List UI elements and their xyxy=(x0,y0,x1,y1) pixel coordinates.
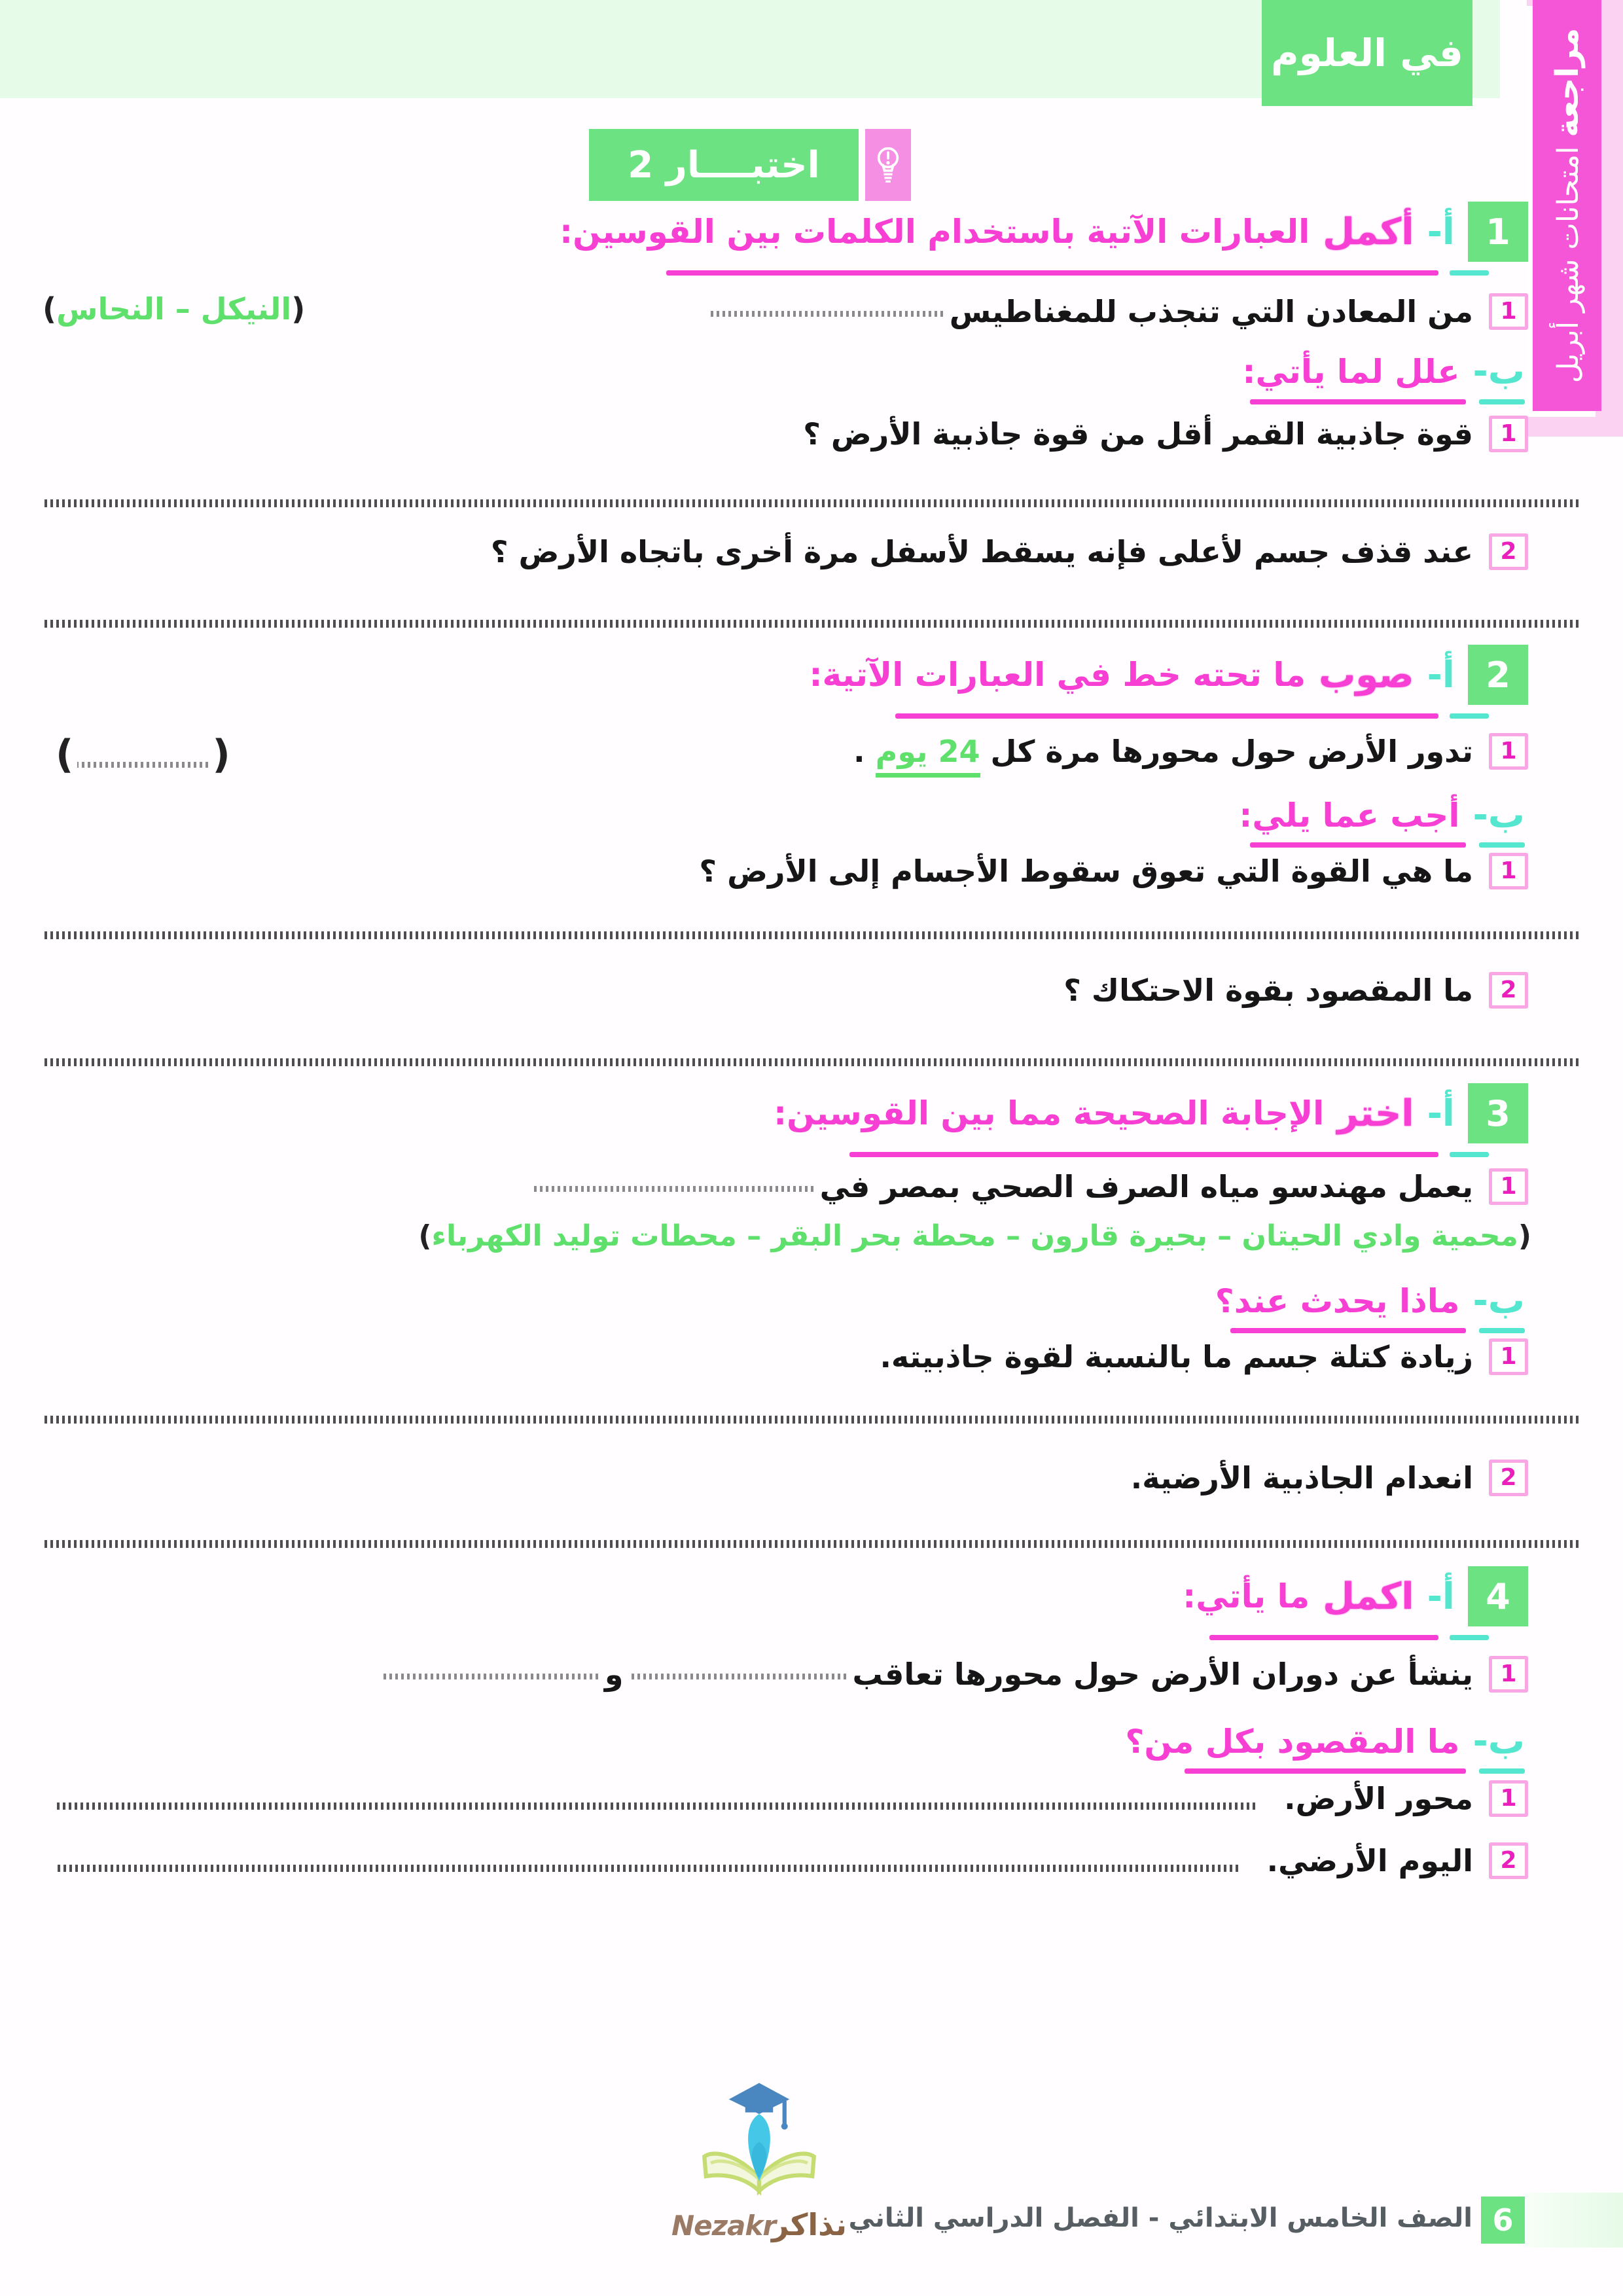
side-tab-label: مراجعة امتحانات شهر أبريل xyxy=(1548,27,1586,384)
heading-underline-cyan xyxy=(1479,1328,1525,1333)
part-a-letter: أ- xyxy=(1427,210,1455,253)
question-text: محور الأرض. xyxy=(1284,1781,1473,1816)
section-1-part-b-header xyxy=(1243,350,1525,393)
question-text: ما هي القوة التي تعوق سقوط الأجسام إلى الأرض ؟ xyxy=(699,853,1473,889)
answer-blank-inline xyxy=(707,311,943,317)
grade-line: الصف الخامس الابتدائي - الفصل الدراسي الثاني xyxy=(848,2203,1472,2233)
part-b-title: علل لما يأتي: xyxy=(1242,352,1460,391)
heading-underline-cyan xyxy=(1450,713,1489,719)
section-1-number-badge: 1 xyxy=(1468,202,1528,262)
question-item xyxy=(43,1778,1528,1819)
question-text: من المعادن التي تنجذب للمغناطيس xyxy=(701,291,1473,332)
heading-underline xyxy=(849,1152,1438,1157)
item-number-badge: 1 xyxy=(1489,1338,1528,1375)
question-text: يعمل مهندسو مياه الصرف الصحي بمصر في xyxy=(526,1166,1473,1207)
item-number-badge: 1 xyxy=(1489,416,1528,452)
answer-blank-line xyxy=(43,499,1578,507)
question-text: اليوم الأرضي. xyxy=(1266,1843,1473,1878)
question-text: قوة جاذبية القمر أقل من قوة جاذبية الأرض ؟ xyxy=(803,416,1473,452)
question-item xyxy=(880,1336,1528,1377)
question-item xyxy=(526,1166,1528,1207)
answer-blank-line xyxy=(43,1416,1578,1424)
question-text: انعدام الجاذبية الأرضية. xyxy=(1130,1460,1473,1496)
answer-blank-inline xyxy=(382,1674,598,1679)
section-2-header xyxy=(809,645,1528,705)
heading-underline xyxy=(666,270,1438,276)
section-1-keyword: أكمل xyxy=(1323,210,1414,253)
section-4-number-badge: 4 xyxy=(1468,1566,1528,1626)
part-a-letter: أ- xyxy=(1427,653,1455,696)
question-item xyxy=(853,731,1528,772)
part-b-letter: ب- xyxy=(1472,350,1525,393)
section-2-keyword: صوب xyxy=(1319,653,1414,696)
section-3-title: الإجابة الصحيحة مما بين القوسين: xyxy=(774,1094,1325,1132)
part-b-letter: ب- xyxy=(1472,1280,1525,1322)
section-2-part-b-header xyxy=(1239,794,1525,836)
section-3-part-b-header xyxy=(1215,1280,1525,1322)
part-b-letter: ب- xyxy=(1472,1720,1525,1763)
heading-underline xyxy=(1185,1768,1466,1774)
section-4-title: ما يأتي: xyxy=(1183,1577,1310,1615)
item-number-badge: 2 xyxy=(1489,1842,1528,1879)
subject-badge: في العلوم xyxy=(1262,0,1472,106)
part-b-title: ماذا يحدث عند؟ xyxy=(1215,1282,1460,1320)
heading-underline-cyan xyxy=(1479,399,1525,404)
item-number-badge: 1 xyxy=(1489,1168,1528,1205)
footer-strip xyxy=(1525,2193,1623,2248)
answer-blank-line xyxy=(43,620,1578,628)
item-number-badge: 1 xyxy=(1489,853,1528,889)
question-item xyxy=(803,414,1528,454)
item-number-badge: 1 xyxy=(1489,293,1528,330)
answer-blank-line xyxy=(43,931,1578,939)
heading-underline-cyan xyxy=(1450,1635,1489,1640)
part-b-letter: ب- xyxy=(1472,794,1525,836)
item-number-badge: 1 xyxy=(1489,1780,1528,1817)
correction-blank: ( ) xyxy=(56,732,230,778)
item-number-badge: 2 xyxy=(1489,972,1528,1009)
question-text: ما المقصود بقوة الاحتكاك ؟ xyxy=(1063,973,1473,1008)
answer-blank-line xyxy=(56,1865,1238,1872)
question-text: عند قذف جسم لأعلى فإنه يسقط لأسفل مرة أخرى باتجاه الأرض ؟ xyxy=(490,534,1473,569)
section-1-title: العبارات الآتية باستخدام الكلمات بين القوسين: xyxy=(560,213,1310,251)
nezakr-logo xyxy=(668,2081,851,2242)
question-item xyxy=(376,1654,1528,1695)
question-item xyxy=(699,851,1528,891)
answer-options: ( محمية وادي الحيتان – بحيرة قارون – محطة بحر البقر – محطات توليد الكهرباء ) xyxy=(418,1219,1531,1253)
question-text: زيادة كتلة جسم ما بالنسبة لقوة جاذبيته. xyxy=(880,1339,1473,1374)
question-text: ينشأ عن دوران الأرض حول محورها تعاقبو xyxy=(376,1654,1473,1695)
item-number-badge: 1 xyxy=(1489,733,1528,770)
heading-underline-cyan xyxy=(1450,1152,1489,1157)
answer-blank-line xyxy=(43,1540,1578,1548)
section-2-title: ما تحته خط في العبارات الآتية: xyxy=(809,656,1306,694)
answer-options: ( النيكل – النحاس ) xyxy=(43,291,306,327)
section-1-header xyxy=(560,202,1528,262)
heading-underline xyxy=(1209,1635,1438,1640)
question-item xyxy=(1131,1458,1528,1498)
heading-underline xyxy=(1250,842,1466,848)
question-item xyxy=(43,1840,1528,1881)
item-number-badge: 2 xyxy=(1489,533,1528,570)
heading-underline xyxy=(895,713,1438,719)
lightbulb-icon xyxy=(865,129,911,201)
section-3-keyword: اختر xyxy=(1337,1092,1414,1135)
logo-wordmark: Nezakr نذاكر xyxy=(671,2207,847,2242)
answer-blank-inline xyxy=(532,1186,813,1192)
answer-blank-inline xyxy=(630,1674,846,1679)
page-number-badge: 6 xyxy=(1481,2197,1525,2244)
question-text: تدور الأرض حول محورها مرة كل 24 يوم . xyxy=(853,731,1473,772)
test-title: اختبــــار 2 xyxy=(589,129,859,201)
side-tab xyxy=(1533,0,1601,411)
part-b-title: أجب عما يلي: xyxy=(1239,796,1460,834)
heading-underline xyxy=(1230,1328,1466,1333)
section-3-header xyxy=(774,1083,1528,1143)
part-a-letter: أ- xyxy=(1427,1575,1455,1618)
answer-blank-line xyxy=(43,1058,1578,1066)
answer-blank-line xyxy=(56,1803,1255,1810)
nezakr-logo-icon xyxy=(697,2081,821,2212)
heading-underline-cyan xyxy=(1479,1768,1525,1774)
question-item xyxy=(491,531,1528,572)
section-4-header xyxy=(1183,1566,1528,1626)
section-2-number-badge: 2 xyxy=(1468,645,1528,705)
item-number-badge: 1 xyxy=(1489,1656,1528,1693)
heading-underline-cyan xyxy=(1450,270,1489,276)
underlined-phrase: 24 يوم xyxy=(876,734,980,778)
item-number-badge: 2 xyxy=(1489,1460,1528,1496)
heading-underline xyxy=(1250,399,1466,404)
question-item xyxy=(701,291,1528,332)
part-b-title: ما المقصود بكل من؟ xyxy=(1125,1722,1460,1761)
question-item xyxy=(1063,970,1528,1011)
section-4-part-b-header xyxy=(1125,1720,1525,1763)
section-4-keyword: اكمل xyxy=(1323,1575,1414,1618)
part-a-letter: أ- xyxy=(1427,1092,1455,1135)
section-3-number-badge: 3 xyxy=(1468,1083,1528,1143)
heading-underline-cyan xyxy=(1479,842,1525,848)
